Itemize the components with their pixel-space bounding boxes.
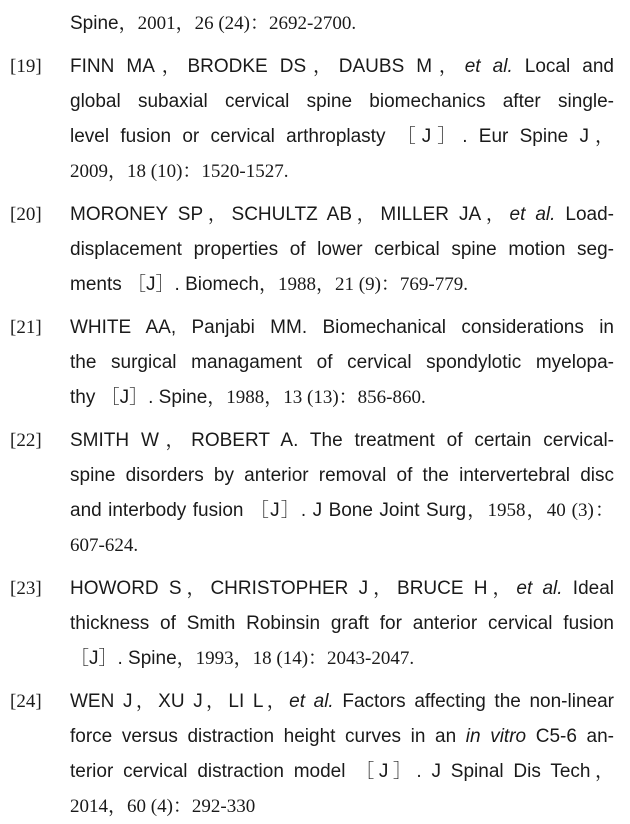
reference-number: [19] bbox=[10, 56, 42, 77]
reference-entry-23 bbox=[0, 571, 630, 676]
reference-entry-19 bbox=[0, 49, 630, 189]
reference-text: WHITE AA, Panjabi MM. Biomechanical considerations in bbox=[70, 317, 614, 338]
reference-entry-20 bbox=[0, 197, 630, 302]
reference-entry-18-tail bbox=[0, 6, 630, 41]
reference-line bbox=[0, 528, 630, 563]
reference-line bbox=[0, 49, 630, 84]
reference-text: and interbody fusion ［J］. J Bone Joint Surg， bbox=[70, 500, 488, 521]
reference-text: thy ［J］. Spine， bbox=[70, 387, 227, 408]
reference-text: ments ［J］. Biomech， bbox=[70, 274, 278, 295]
reference-entry-24 bbox=[0, 684, 630, 824]
reference-number: [20] bbox=[10, 204, 42, 225]
reference-line bbox=[0, 345, 630, 380]
citation-numbers: 2009，18 (10)：1520-1527. bbox=[70, 161, 289, 182]
reference-line bbox=[0, 380, 630, 415]
reference-line bbox=[0, 423, 630, 458]
reference-text: Factors affecting the non-linear bbox=[333, 691, 614, 712]
reference-text: level fusion or cervical arthroplasty ［J］. Eur Spine J， bbox=[70, 126, 614, 147]
reference-text: terior cervical distraction model ［J］. J Spinal Dis Tech， bbox=[70, 761, 614, 782]
reference-number: [24] bbox=[10, 691, 42, 712]
reference-number: [22] bbox=[10, 430, 42, 451]
reference-line bbox=[0, 84, 630, 119]
reference-text: MORONEY SP，SCHULTZ AB，MILLER JA， bbox=[70, 204, 510, 225]
italic-text: et al. bbox=[464, 56, 513, 77]
italic-text: et al. bbox=[289, 691, 334, 712]
citation-numbers: 2001，26 (24)：2692-2700. bbox=[137, 13, 357, 34]
reference-line bbox=[0, 571, 630, 606]
reference-line bbox=[0, 458, 630, 493]
reference-text: C5-6 an- bbox=[526, 726, 614, 747]
reference-text: thickness of Smith Robinsin graft for anterior cervical fusion bbox=[70, 613, 614, 634]
reference-number: [21] bbox=[10, 317, 42, 338]
reference-text: FINN MA，BRODKE DS，DAUBS M， bbox=[70, 56, 465, 77]
reference-text: displacement properties of lower cerbical spine motion seg- bbox=[70, 239, 614, 260]
citation-numbers: 1993，18 (14)：2043-2047. bbox=[195, 648, 415, 669]
reference-line bbox=[0, 754, 630, 789]
reference-line bbox=[0, 641, 630, 676]
reference-line bbox=[0, 119, 630, 154]
reference-text: Spine， bbox=[70, 13, 138, 34]
reference-line bbox=[0, 154, 630, 189]
reference-line bbox=[0, 6, 630, 41]
reference-text: HOWORD S，CHRISTOPHER J，BRUCE H， bbox=[70, 578, 517, 599]
reference-number: [23] bbox=[10, 578, 42, 599]
reference-text: SMITH W，ROBERT A. The treatment of certain cervical- bbox=[70, 430, 614, 451]
reference-line bbox=[0, 493, 630, 528]
italic-text: in vitro bbox=[465, 726, 527, 747]
citation-numbers: 1958，40 (3)： bbox=[487, 500, 615, 521]
reference-line bbox=[0, 310, 630, 345]
reference-line bbox=[0, 789, 630, 824]
reference-text: Ideal bbox=[562, 578, 614, 599]
reference-text: spine disorders by anterior removal of the intervertebral disc bbox=[70, 465, 614, 486]
reference-text: force versus distraction height curves in an bbox=[70, 726, 466, 747]
reference-text: WEN J，XU J，LI L， bbox=[70, 691, 290, 712]
citation-numbers: 1988，13 (13)：856-860. bbox=[226, 387, 426, 408]
citation-numbers: 1988，21 (9)：769-779. bbox=[278, 274, 468, 295]
reference-text: the surgical managament of cervical spondylotic myelopa- bbox=[70, 352, 614, 373]
reference-text: global subaxial cervical spine biomechanics after single- bbox=[70, 91, 614, 112]
citation-numbers: 607-624. bbox=[70, 535, 139, 556]
reference-entry-22 bbox=[0, 423, 630, 563]
reference-line bbox=[0, 606, 630, 641]
italic-text: et al. bbox=[516, 578, 563, 599]
reference-line bbox=[0, 197, 630, 232]
reference-line bbox=[0, 684, 630, 719]
italic-text: et al. bbox=[509, 204, 556, 225]
reference-text: Local and bbox=[512, 56, 614, 77]
reference-text: ［J］. Spine， bbox=[70, 648, 196, 669]
reference-line bbox=[0, 719, 630, 754]
reference-text: Load- bbox=[555, 204, 615, 225]
reference-entry-21 bbox=[0, 310, 630, 415]
reference-line bbox=[0, 267, 630, 302]
citation-numbers: 2014，60 (4)：292-330 bbox=[70, 796, 256, 817]
reference-line bbox=[0, 232, 630, 267]
